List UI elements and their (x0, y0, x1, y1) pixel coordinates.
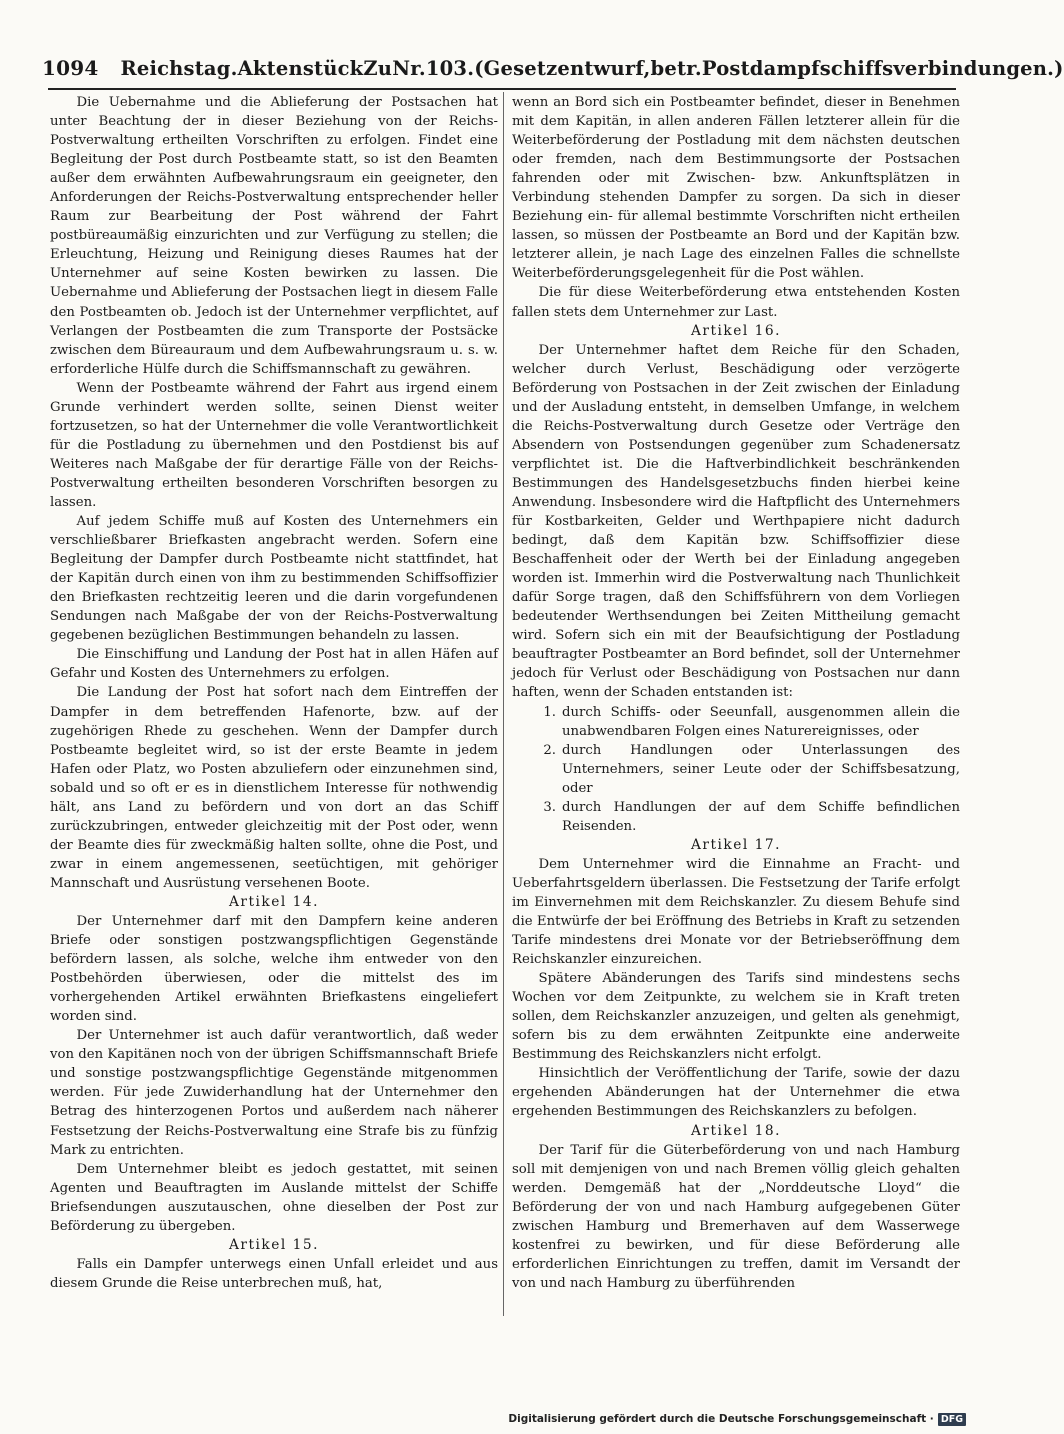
list-item-text: durch Handlungen oder Unterlassungen des Unternehmers, seiner Leute oder der Schiffsbesatzung, oder (562, 742, 960, 796)
paragraph: Wenn der Postbeamte während der Fahrt aus irgend einem Grunde verhindert werden sollte, seinen Dienst weiter fortzusetzen, so hat der Unternehmer die volle Verantwortlichkeit für die Postladung zu übernehmen und den Postdienst bis auf Weiteres nach Maßgabe der für derartige Fälle von der Reichs-Postverwaltung ertheilten besonderen Vorschriften besorgen zu lassen. (50, 380, 498, 510)
running-title-word: betr. (650, 57, 702, 80)
list-item-number: 1. (543, 704, 556, 720)
paragraph: Die Landung der Post hat sofort nach dem Eintreffen der Dampfer in dem betreffenden Hafenorte, bzw. auf der zugehörigen Rhede zu geschehen. Wenn der Dampfer durch Postbeamte begleitet wird, so ist der erste Beamte in jedem Hafen oder Platz, wo Posten abzuliefern oder einzunehmen sind, sobald und so oft er es in dienstlichem Interesse für nothwendig hält, ans Land zu befördern und von dort an das Schiff zurückzubringen, entweder gleichzeitig mit der Post oder, wenn der Beamte dies für zweckmäßig halten sollte, ohne die Post, und zwar in einem angemessenen, seetüchtigen, mit gehöriger Mannschaft und Ausrüstung versehenen Boote. (50, 685, 498, 891)
article-heading: Artikel 15. (228, 1236, 320, 1253)
paragraph: Falls ein Dampfer unterwegs einen Unfall erleidet und aus diesem Grunde die Reise unterbrechen muß, hat, (50, 1256, 498, 1291)
paragraph: Dem Unternehmer bleibt es jedoch gestattet, mit seinen Agenten und Beauftragten im Auslande mittelst der Schiffe Briefsendungen auszutauschen, ohne dieselben der Post zur Beförderung zu übergeben. (50, 1161, 498, 1234)
article-heading: Artikel 18. (690, 1122, 782, 1139)
page-header (42, 56, 1064, 88)
paragraph: wenn an Bord sich ein Postbeamter befindet, dieser in Benehmen mit dem Kapitän, in allen anderen Fällen letzterer allein für die Weiterbeförderung der Postladung mit dem nächsten deutschen oder fremden, nach dem Bestimmungsorte der Postsachen fahrenden oder mit Zwischen- bzw. Ankunftsplätzen in Verbindung stehenden Dampfer zu sorgen. Da sich in dieser Beziehung ein- für allemal bestimmte Vorschriften nicht ertheilen lassen, so müssen der Postbeamte an Bord und der Kapitän bzw. letzterer allein, je nach Lage des einzelnen Falles die schnellste Weiterbeförderungsgelegenheit für die Post wählen. (512, 95, 960, 282)
paragraph: Der Tarif für die Güterbeförderung von und nach Hamburg soll mit demjenigen von und nach Bremen völlig gleich gehalten werden. Demgemäß hat der „Norddeutsche Lloyd“ die Beförderung der von und nach Hamburg aufgegebenen Güter zwischen Hamburg und Bremerhaven auf dem Wasserwege kostenfrei zu bewirken, und für diese Beförderung alle erforderlichen Einrichtungen zu treffen, damit im Versandt der von und nach Hamburg zu überführenden (512, 1142, 960, 1291)
paragraph: Der Unternehmer haftet dem Reiche für den Schaden, welcher durch Verlust, Beschädigung oder verzögerte Beförderung von Postsachen in der Zeit zwischen der Einladung und der Ausladung entsteht, in demselben Umfange, in welchem die Reichs-Postverwaltung durch Gesetze oder Verträge den Absendern von Postsendungen gegenüber zum Schadenersatz verpflichtet ist. Die die Haftverbindlichkeit beschränkenden Bestimmungen des Handelsgesetzbuchs finden hierbei keine Anwendung. Insbesondere wird die Haftpflicht des Unternehmers für Kostbarkeiten, Gelder und Werthpapiere nicht dadurch bedingt, daß dem Kapitän bzw. Schiffsoffizier diese Beschaffenheit oder der Werth bei der Einladung angegeben worden ist. Immerhin wird die Postverwaltung nach Thunlichkeit dafür Sorge tragen, daß den Schiffsführern von dem Vorliegen bedeutender Werthsendungen bei Zeiten Mittheilung gemacht wird. Sofern sich ein mit der Beaufsichtigung der Postladung beauftragter Postbeamter an Bord befindet, soll der Unternehmer jedoch für Verlust oder Beschädigung von Postsachen nur dann haften, wenn der Schaden entstanden ist: (512, 342, 960, 701)
list-item (512, 741, 960, 798)
header-rule (48, 88, 956, 90)
article-heading: Artikel 16. (690, 322, 782, 339)
list-item (512, 798, 960, 836)
paragraph: Dem Unternehmer wird die Einnahme an Fracht- und Ueberfahrtsgeldern überlassen. Die Festsetzung der Tarife erfolgt im Einvernehmen mit dem Reichskanzler. Zu diesem Behufe sind die Entwürfe der bei Eröffnung des Betriebs in Kraft zu setzenden Tarife mindestens drei Monate vor der Betriebseröffnung dem Reichskanzler einzureichen. (512, 856, 960, 968)
running-title-word: Reichstag. (120, 57, 238, 80)
list-item-number: 3. (543, 799, 556, 815)
paragraph: Der Unternehmer darf mit den Dampfern keine anderen Briefe oder sonstigen postzwangspflichtigen Gegenstände befördern lassen, als solche, welche ihm entweder von den Postbehörden überwiesen, oder die mittelst des im vorhergehenden Artikel erwähnten Briefkastens eingeliefert worden sind. (50, 914, 498, 1025)
running-title-word: Zu (363, 57, 393, 80)
running-title (120, 57, 1063, 80)
list-item (512, 703, 960, 741)
column-divider (503, 92, 504, 1316)
numbered-list (512, 703, 960, 836)
paragraph: Die Einschiffung und Landung der Post hat in allen Häfen auf Gefahr und Kosten des Unternehmers zu erfolgen. (50, 647, 498, 682)
left-column (50, 93, 498, 1293)
running-title-word: (Gesetzentwurf, (474, 57, 651, 80)
article-heading: Artikel 14. (228, 893, 320, 910)
paragraph: Hinsichtlich der Veröffentlichung der Tarife, sowie der dazu ergehenden Abänderungen hat der Unternehmer die etwa ergehenden Bestimmungen des Reichskanzlers zu befolgen. (512, 1066, 960, 1120)
list-item-number: 2. (543, 742, 556, 758)
right-column (512, 93, 960, 1293)
paragraph: Die Uebernahme und die Ablieferung der Postsachen hat unter Beachtung der in dieser Beziehung von der Reichs-Postverwaltung ertheilten Vorschriften zu erfolgen. Findet eine Begleitung der Post durch Postbeamte statt, so ist den Beamten außer dem erwähnten Aufbewahrungsraum ein geeigneter, den Anforderungen der Reichs-Postverwaltung entsprechender heller Raum zur Bearbeitung der Post während der Fahrt postbüreaumäßig einzurichten und zur Verfügung zu stellen; die Erleuchtung, Heizung und Reinigung dieses Raumes hat der Unternehmer auf seine Kosten bewirken zu lassen. Die Uebernahme und Ablieferung der Postsachen liegt in diesem Falle den Postbeamten ob. Jedoch ist der Unternehmer verpflichtet, auf Verlangen der Postbeamten die zum Transporte der Postsäcke zwischen dem Büreauraum und dem Aufbewahrungsraum u. s. w. erforderliche Hülfe durch die Schiffsmannschaft zu gewähren. (50, 95, 498, 377)
running-title-word: 103. (425, 57, 475, 80)
page-number: 1094 (42, 56, 99, 80)
paragraph: Spätere Abänderungen des Tarifs sind mindestens sechs Wochen vor dem Zeitpunkte, zu welchem sie in Kraft treten sollen, dem Reichskanzler anzuzeigen, und gelten als genehmigt, sofern bis zu dem erwähnten Zeitpunkte eine anderweite Bestimmung des Reichskanzlers nicht erfolgt. (512, 971, 960, 1063)
article-heading: Artikel 17. (690, 836, 782, 853)
running-title-word: Postdampfschiffsverbindungen.) (701, 57, 1064, 80)
running-title-word: Nr. (392, 57, 426, 80)
paragraph: Die für diese Weiterbeförderung etwa entstehenden Kosten fallen stets dem Unternehmer zur Last. (512, 285, 960, 320)
dfg-logo: DFG (938, 1413, 966, 1426)
paragraph: Auf jedem Schiffe muß auf Kosten des Unternehmers ein verschließbarer Briefkasten angebracht werden. Sofern eine Begleitung der Dampfer durch Postbeamte nicht stattfindet, hat der Kapitän durch einen von ihm zu bestimmenden Schiffsoffizier den Briefkasten rechtzeitig leeren und die darin vorgefundenen Sendungen nach Maßgabe der von der Reichs-Postverwaltung gegebenen bezüglichen Bestimmungen behandeln zu lassen. (50, 514, 498, 644)
running-title-word: Aktenstück (237, 57, 364, 80)
list-item-text: durch Handlungen der auf dem Schiffe befindlichen Reisenden. (562, 799, 960, 834)
list-item-text: durch Schiffs- oder Seeunfall, ausgenommen allein die unabwendbaren Folgen eines Naturereignisses, oder (562, 704, 960, 739)
footer-text: Digitalisierung gefördert durch die Deutsche Forschungsgemeinschaft · (508, 1413, 934, 1425)
footer-credit (508, 1410, 966, 1428)
paragraph: Der Unternehmer ist auch dafür verantwortlich, daß weder von den Kapitänen noch von der übrigen Schiffsmannschaft Briefe und sonstige postzwangspflichtige Gegenstände mitgenommen werden. Für jede Zuwiderhandlung hat der Unternehmer den Betrag des hinterzogenen Portos und außerdem nach näherer Festsetzung der Reichs-Postverwaltung eine Strafe bis zu fünfzig Mark zu entrichten. (50, 1028, 498, 1158)
